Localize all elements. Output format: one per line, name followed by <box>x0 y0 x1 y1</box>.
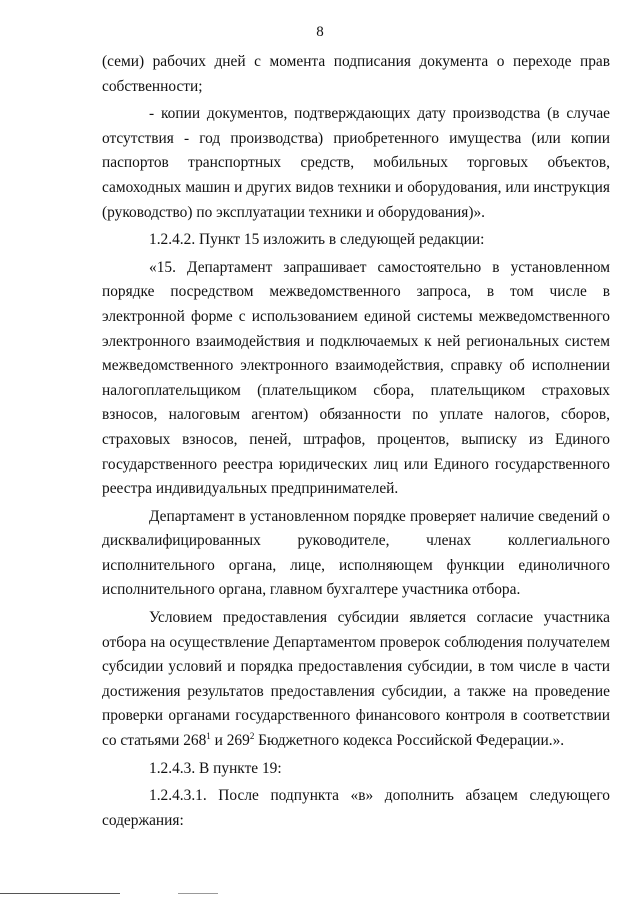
subsidy-condition-end: Бюджетного кодекса Российской Федерации.». <box>254 732 565 750</box>
subsidy-condition-and: и 269 <box>210 732 250 750</box>
paragraph-clause-1-2-4-3-1: 1.2.4.3.1. После подпункта «в» дополнить абзацем следующего содержания: <box>102 787 610 829</box>
document-body <box>102 50 610 833</box>
superscript-1: 1 <box>206 731 211 742</box>
paragraph-subsidy-condition <box>102 606 610 754</box>
superscript-2: 2 <box>249 731 255 742</box>
page-number: 8 <box>316 24 324 40</box>
paragraph-continuation: (семи) рабочих дней с момента подписания документа о переходе прав собственности; <box>102 53 610 95</box>
paragraph-point-15: «15. Департамент запрашивает самостоятельно в установленном порядке посредством межведомственного запроса, в том числе в электронной форме с использованием единой системы межведомственного электронного взаимодействия и подключаемых к ней региональных систем межведомственного электронного взаимодействия, справку об исполнении налогоплательщиком (плательщиком сбора, плательщиком страховых взносов, налоговым агентом) обязанности по уплате налогов, сборов, страховых взносов, пеней, штрафов, процентов, выписку из Единого государственного реестра юридических лиц или Единого государственного реестра индивидуальных предпринимателей. <box>102 258 610 498</box>
paragraph-clause-1-2-4-2: 1.2.4.2. Пункт 15 изложить в следующей редакции: <box>149 231 485 249</box>
paragraph-documents-list: - копии документов, подтверждающих дату производства (в случае отсутствия - год производства) приобретенного имущества (или копии паспортов транспортных средств, мобильных торговых объектов, самоходных машин и других видов техники и оборудования, или инструкция (руководство) по эксплуатации техники и оборудования)». <box>102 105 610 221</box>
subsidy-condition-text: Условием предоставления субсидии является согласие участника отбора на осуществление Департаментом проверок соблюдения получателем субсидии условий и порядка предоставления субсидии, в том числе в части достижения результатов предоставления субсидии, а также на проведение проверки органами государственного финансового контроля в соответствии со статьями 268 <box>102 609 610 750</box>
scan-edge-line-short <box>178 893 218 894</box>
paragraph-department-check: Департамент в установленном порядке проверяет наличие сведений о дисквалифицированных руководителе, членах коллегиального исполнительного органа, лице, исполняющем функции единоличного исполнительного органа, главном бухгалтере участника отбора. <box>102 507 610 599</box>
paragraph-clause-1-2-4-3: 1.2.4.3. В пункте 19: <box>149 759 282 777</box>
scan-edge-line <box>0 893 120 894</box>
